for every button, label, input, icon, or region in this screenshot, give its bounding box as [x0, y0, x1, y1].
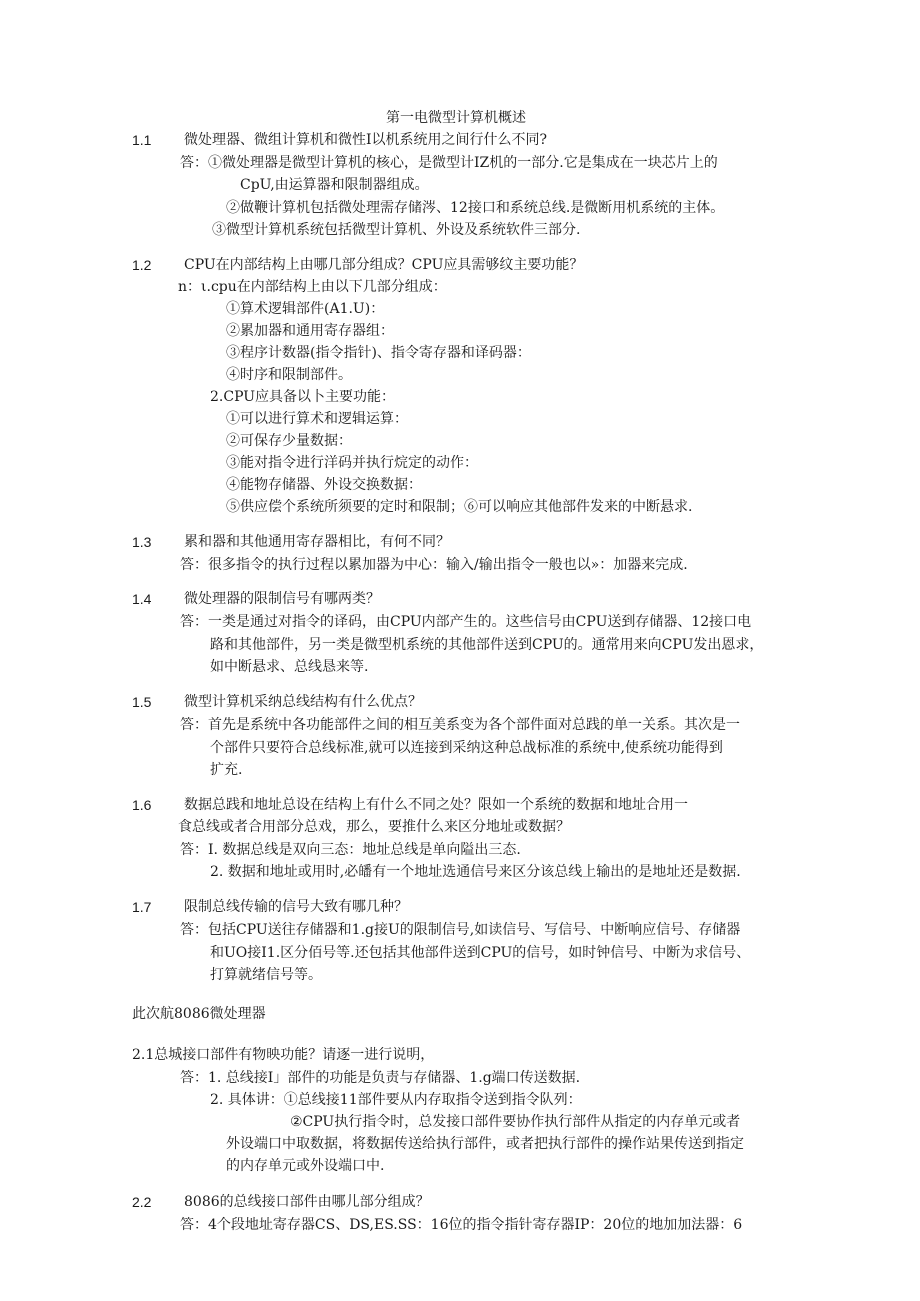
answer-line: 路和其他部件，另一类是微型机系统的其他部件送到CPU的。通常用来向CPU发出恩求， — [210, 637, 764, 653]
answer-line: 答：1. 总线接I」部件的功能是负责与存储器、1.g端口传送数据. — [180, 1070, 581, 1086]
question-text: 微处理器的限制信号有哪两类？ — [184, 591, 380, 607]
answer-line: ③微型计算机系统包括微型计算机、外设及系统软件三部分. — [212, 222, 581, 238]
answer-line: 答：一类是通过对指令的译码，由CPU内部产生的。这些信号由CPU送到存储器、12接口电 — [180, 614, 752, 630]
answer-line: ④时序和限制部件。 — [226, 367, 352, 383]
question-number: 1.7 — [132, 899, 152, 915]
answer-line: ③程序计数器(指令指针)、指令寄存器和译码器： — [226, 345, 531, 361]
answer-line: 打算就绪信号等。 — [210, 967, 322, 983]
answer-line: 如中断悬求、总线恳来等. — [210, 659, 369, 675]
answer-line: ②可保存少量数据： — [226, 433, 352, 449]
answer-line: 外设端口中取数据，将数据传送给执行部件，或者把执行部件的操作站果传送到指定 — [226, 1136, 744, 1152]
question-text: 限制总线传输的信号大致有哪几种？ — [184, 899, 408, 915]
question-text: 累和器和其他通用寄存器相比，有何不同？ — [184, 534, 450, 550]
answer-line: ③能对指令进行洋码并执行烷定的动作： — [226, 455, 478, 471]
question-number: 1.6 — [132, 797, 152, 813]
question-number: 1.3 — [132, 534, 152, 550]
chapter-heading: 此次航8086微处理器 — [132, 1006, 266, 1022]
answer-line: ⑤供应偿个系统所须要的定时和限制；⑥可以响应其他部件发来的中断悬求. — [226, 499, 693, 515]
answer-line: 答：首先是系统中各功能部件之间的相互美系变为各个部件面对总践的单一关系。其次是一 — [180, 717, 740, 733]
question-text: 食总线或者合用部分总戏，那么，要推什么来区分地址或数据？ — [178, 819, 570, 835]
answer-line: 2. 具体讲：①总线接11部件要从内存取指令送到指令队列： — [210, 1092, 582, 1108]
question-number: 2.2 — [132, 1194, 152, 1210]
answer-line: 个部件只要符合总线标准,就可以连接到采纳这种总战标准的系统中,使系统功能得到 — [210, 740, 723, 756]
answer-line: 答：I. 数据总线是双向三态：地址总线是单向隘出三态. — [180, 842, 521, 858]
page-title: 第一电微型计算机概述 — [386, 110, 526, 126]
question-number: 1.4 — [132, 591, 152, 607]
answer-line: ②CPU执行指令时，总发接口部件要协作执行部件从指定的内存单元或者 — [290, 1114, 741, 1130]
question-text: 8086的总线接口部件由哪儿部分组成？ — [184, 1194, 430, 1210]
answer-line: 和UO接I1.区分佰号等.还包括其他部件送到CPU的信号，如时钟信号、中断为求信号、 — [210, 945, 751, 961]
answer-line: 答：①微处理器是微型计算机的核心，是微型计IZ机的一部分.它是集成在一块芯片上的 — [180, 155, 718, 171]
answer-line: ①可以进行算术和逻辑运算： — [226, 411, 408, 427]
answer-line: ④能物存储器、外设交换数据： — [226, 477, 422, 493]
answer-line: 答：4个段地址寄存器CS、DS,ES.SS：16位的指令指针寄存器IP：20位的地加加法器：6 — [180, 1217, 743, 1233]
answer-line: 的内存单元或外设端口中. — [226, 1158, 385, 1174]
answer-line: CpU,由运算器和限制器组成。 — [240, 177, 429, 193]
answer-line: ②累加器和通用寄存器组： — [226, 323, 394, 339]
answer-line: ①算术逻辑部件(A1.U)： — [226, 301, 385, 317]
answer-line: n：ι.cpu在内部结构上由以下几部分组成： — [178, 279, 447, 295]
answer-line: 扩充. — [210, 762, 243, 778]
answer-line: 答：很多指令的执行过程以累加器为中心：输入/输出指令一般也以»：加器来完成. — [180, 557, 688, 573]
answer-line: ②做鞭计算机包括微处理需存储涔、12接口和系统总线.是微断用机系统的主体。 — [226, 200, 725, 216]
question-number: 1.2 — [132, 257, 152, 273]
answer-line: 2. 数据和地址或用时,必皤有一个地址选通信号来区分该总线上输出的是地址还是数据. — [210, 864, 741, 880]
question-text: 微型计算机采纳总线结构有什么优点？ — [184, 694, 422, 710]
question-text: CPU在内部结构上由哪几部分组成？CPU应具需够纹主要功能？ — [184, 257, 584, 273]
question-text: 数据总践和地址总设在结构上有什么不同之处？限如一个系统的数据和地址合用一 — [184, 797, 688, 813]
question-text: 2.1总城接口部件有物映功能？请逐一进行说明， — [132, 1047, 435, 1063]
question-text: 微处理器、微组计算机和微性I以机系统用之间行什么不同? — [184, 132, 548, 148]
question-number: 1.5 — [132, 694, 152, 710]
answer-line: 答：包括CPU送往存储器和1.g接U的限制信号,如读信号、写信号、中断响应信号、存储器 — [180, 922, 741, 938]
answer-line: 2.CPU应具备以卜主要功能： — [210, 389, 396, 405]
question-number: 1.1 — [132, 132, 152, 148]
